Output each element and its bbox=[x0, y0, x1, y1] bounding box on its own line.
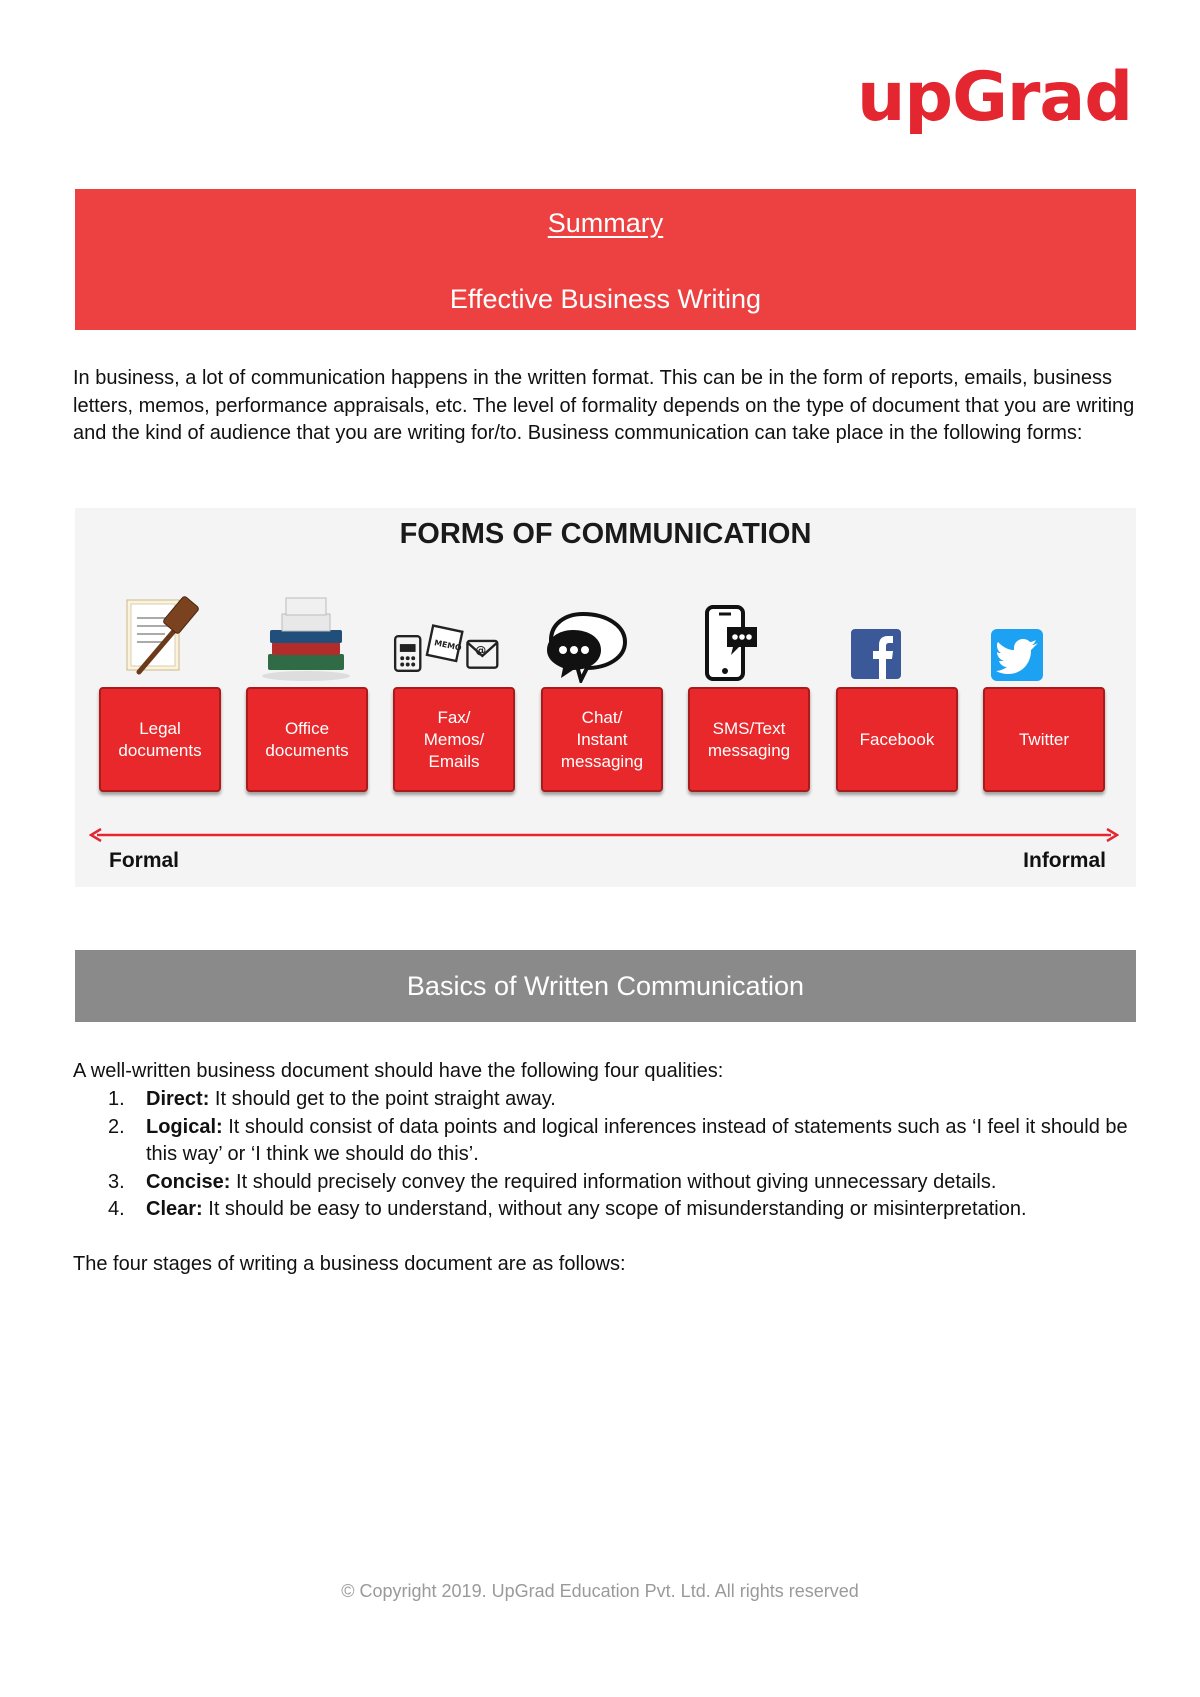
card-office-documents: Office documents bbox=[246, 687, 368, 792]
term: Concise: bbox=[146, 1170, 231, 1193]
card-sms-text-messaging: SMS/Text messaging bbox=[688, 687, 810, 792]
stages-lead: The four stages of writing a business document are as follows: bbox=[73, 1253, 626, 1275]
formality-axis-arrow bbox=[89, 828, 1119, 842]
upgrad-logo: upGrad bbox=[857, 58, 1132, 137]
term: Logical: bbox=[146, 1115, 223, 1138]
mobile-sms-icon bbox=[675, 588, 785, 683]
card-fax-memos-emails: Fax/ Memos/ Emails bbox=[393, 687, 515, 792]
twitter-icon bbox=[962, 588, 1072, 683]
facebook-icon bbox=[821, 588, 931, 683]
axis-label-formal: Formal bbox=[109, 849, 180, 872]
qualities-lead: A well-written business document should have the following four qualities: bbox=[73, 1060, 724, 1082]
list-item: 3. Concise: It should precisely convey the required information without giving unnecessary details. bbox=[108, 1170, 997, 1193]
book-stack-icon bbox=[251, 588, 361, 683]
svg-text:@: @ bbox=[475, 643, 487, 657]
svg-text:MEMO: MEMO bbox=[433, 638, 463, 653]
copyright-footer: © Copyright 2019. UpGrad Education Pvt. Ltd. All rights reserved bbox=[341, 1581, 859, 1601]
list-item: 4. Clear: It should be easy to understand, without any scope of misunderstanding or misinterpretation. bbox=[108, 1198, 1027, 1220]
card-facebook: Facebook bbox=[836, 687, 958, 792]
forms-of-communication-figure bbox=[75, 508, 1136, 887]
list-item: 1. Direct: It should get to the point straight away. bbox=[108, 1088, 556, 1110]
card-legal-documents: Legal documents bbox=[99, 687, 221, 792]
summary-heading: Summary bbox=[547, 208, 664, 238]
term: Clear: bbox=[146, 1198, 203, 1220]
list-item: 2. Logical: It should consist of data points and logical inferences instead of statements such as ‘I feel it should be this way’ or ‘I think we should do this’. bbox=[108, 1115, 1128, 1165]
gavel-icon bbox=[104, 588, 214, 683]
qualities-list bbox=[73, 1086, 1138, 1224]
axis-label-informal: Informal bbox=[1023, 849, 1106, 872]
card-chat-instant-messaging: Chat/ Instant messaging bbox=[541, 687, 663, 792]
summary-banner bbox=[75, 189, 1136, 330]
section-heading-basics: Basics of Written Communication bbox=[75, 950, 1136, 1022]
fax-memo-email-icon bbox=[392, 588, 502, 683]
intro-paragraph: In business, a lot of communication happens in the written format. This can be in the form of reports, emails, business letters, memos, performance appraisals, etc. The level of formality depends on the type of document that you are writing and the kind of audience that you are writing for/to. Business communication can take place in the following forms: bbox=[73, 367, 1135, 444]
document-title: Effective Business Writing bbox=[449, 284, 762, 314]
term: Direct: bbox=[146, 1088, 210, 1110]
chat-bubbles-icon bbox=[533, 588, 643, 683]
figure-title: FORMS OF COMMUNICATION bbox=[399, 518, 812, 550]
card-twitter: Twitter bbox=[983, 687, 1105, 792]
